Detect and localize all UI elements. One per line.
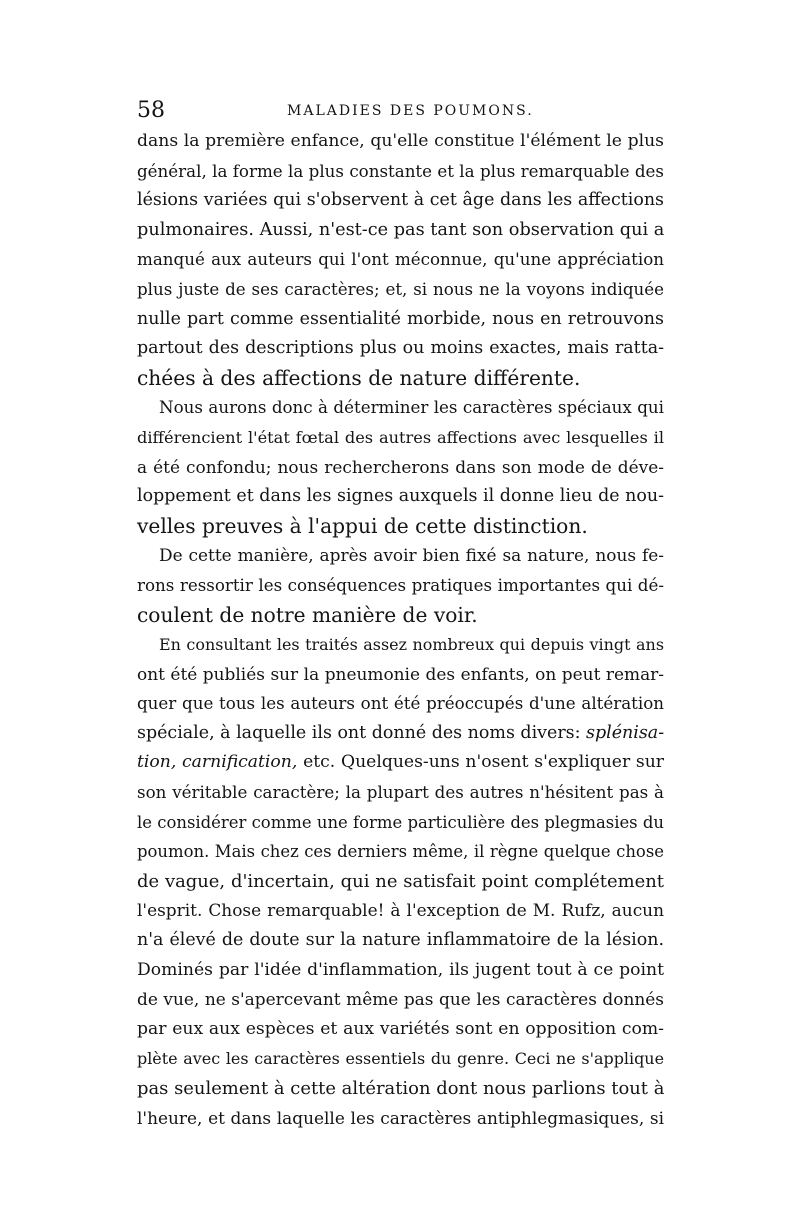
text-line: son véritable caractère; la plupart des autres n'hésitent pas à [137,782,664,803]
text-line: n'a élevé de doute sur la nature inflammatoire de la lésion. [137,930,664,951]
text-segment: etc. Quelques-uns n'osent s'expliquer sur [303,752,665,773]
text-segment: spéciale, à laquelle ils ont donné des noms divers: [137,722,581,743]
text-line: de vague, d'incertain, qui ne satisfait point complétement [137,870,664,892]
page-header [137,98,665,124]
text-line: rons ressortir les conséquences pratiques importantes qui dé- [137,574,664,595]
text-line: poumon. Mais chez ces derniers même, il règne quelque chose [137,842,664,862]
text-line: manqué aux auteurs qui l'ont méconnue, qu'une appréciation [137,249,664,270]
text-line: ont été publiés sur la pneumonie des enfants, on peut remar- [137,663,664,684]
paragraph-first-line: En consultant les traités assez nombreux qui depuis vingt ans [159,635,664,655]
text-line: dans la première enfance, qu'elle constitue l'élément le plus [137,131,664,151]
body-text [137,127,664,1133]
italic-term: tion, carnification, [137,752,298,773]
text-line: Dominés par l'idée d'inflammation, ils jugent tout à ce point [137,959,664,980]
text-line: plus juste de ses caractères; et, si nous ne la voyons indiquée [137,278,664,299]
text-line: pulmonaires. Aussi, n'est-ce pas tant son observation qui a [137,219,665,240]
paragraph-first-line: De cette manière, après avoir bien fixé sa nature, nous fe- [159,545,664,566]
text-line: chées à des affections de nature différente. [137,365,581,390]
text-line: partout des descriptions plus ou moins exactes, mais ratta- [137,338,664,359]
text-line: lésions variées qui s'observent à cet âge dans les affections [137,190,664,211]
text-line: général, la forme la plus constante et la plus remarquable des [137,160,664,181]
text-line: loppement et dans les signes auxquels il donne lieu de nou- [137,486,664,507]
page-number: 58 [137,98,165,123]
text-line: plète avec les caractères essentiels du genre. Ceci ne s'applique [137,1049,664,1069]
running-head: MALADIES DES POUMONS. [287,103,534,119]
text-line: différencient l'état fœtal des autres affections avec lesquelles il [137,427,664,447]
text-line [137,748,664,778]
text-line: l'esprit. Chose remarquable! à l'exception de M. Rufz, aucun [137,900,664,921]
paragraph-first-line: Nous aurons donc à déterminer les caractères spéciaux qui [159,397,664,418]
text-line: a été confondu; nous rechercherons dans son mode de déve- [137,456,664,477]
text-line: velles preuves à l'appui de cette distinction. [137,513,588,538]
text-line: quer que tous les auteurs ont été préoccupés d'une altération [137,693,664,714]
text-line: pas seulement à cette altération dont nous parlions tout à [137,1078,665,1099]
text-line: le considérer comme une forme particulière des plegmasies du [137,812,664,832]
text-line: de vue, ne s'apercevant même pas que les caractères donnés [137,989,664,1010]
text-line: nulle part comme essentialité morbide, nous en retrouvons [137,308,664,329]
text-line: par eux aux espèces et aux variétés sont en opposition com- [137,1018,664,1039]
text-line [137,719,664,749]
text-line: coulent de notre manière de voir. [137,602,478,627]
text-line: l'heure, et dans laquelle les caractères antiphlegmasiques, si [137,1107,664,1128]
italic-term: splénisa- [586,722,665,743]
